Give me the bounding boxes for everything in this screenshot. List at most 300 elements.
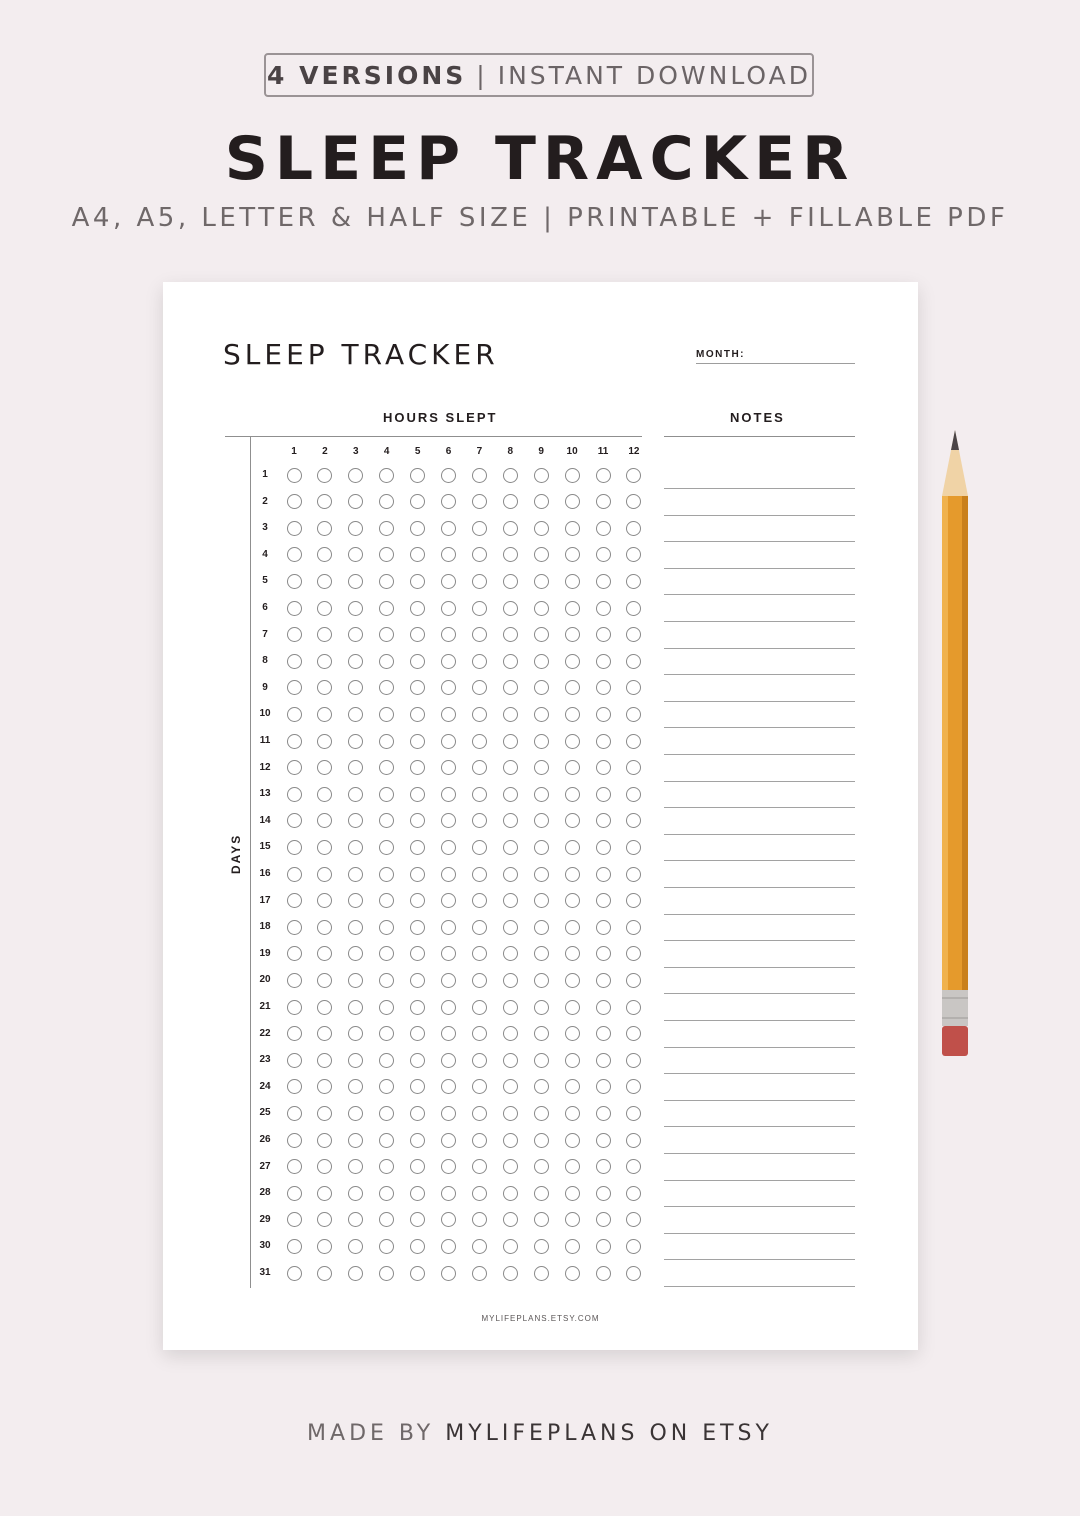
note-line[interactable] [664,568,855,569]
sleep-hour-bubble[interactable] [348,1079,363,1094]
sleep-hour-bubble[interactable] [503,1266,518,1281]
sleep-hour-bubble[interactable] [503,893,518,908]
sleep-hour-bubble[interactable] [317,1159,332,1174]
sleep-hour-bubble[interactable] [441,946,456,961]
sleep-hour-bubble[interactable] [317,1000,332,1015]
sleep-hour-bubble[interactable] [348,893,363,908]
sleep-hour-bubble[interactable] [626,601,641,616]
sleep-hour-bubble[interactable] [626,734,641,749]
note-line[interactable] [664,834,855,835]
sleep-hour-bubble[interactable] [317,547,332,562]
note-line[interactable] [664,967,855,968]
note-line[interactable] [664,781,855,782]
sleep-hour-bubble[interactable] [503,1000,518,1015]
sleep-hour-bubble[interactable] [596,680,611,695]
sleep-hour-bubble[interactable] [410,867,425,882]
sleep-hour-bubble[interactable] [472,1159,487,1174]
sleep-hour-bubble[interactable] [565,1133,580,1148]
sleep-hour-bubble[interactable] [441,1106,456,1121]
sleep-hour-bubble[interactable] [348,494,363,509]
sleep-hour-bubble[interactable] [287,946,302,961]
sleep-hour-bubble[interactable] [565,1000,580,1015]
note-line[interactable] [664,1047,855,1048]
note-line[interactable] [664,754,855,755]
note-line[interactable] [664,1020,855,1021]
sleep-hour-bubble[interactable] [410,601,425,616]
sleep-hour-bubble[interactable] [503,547,518,562]
sleep-hour-bubble[interactable] [534,494,549,509]
sleep-hour-bubble[interactable] [626,1266,641,1281]
note-line[interactable] [664,1286,855,1287]
sleep-hour-bubble[interactable] [317,946,332,961]
sleep-hour-bubble[interactable] [287,627,302,642]
sleep-hour-bubble[interactable] [410,1106,425,1121]
sleep-hour-bubble[interactable] [626,946,641,961]
sleep-hour-bubble[interactable] [472,840,487,855]
sleep-hour-bubble[interactable] [534,707,549,722]
sleep-hour-bubble[interactable] [503,920,518,935]
sleep-hour-bubble[interactable] [287,654,302,669]
sleep-hour-bubble[interactable] [410,680,425,695]
sleep-hour-bubble[interactable] [626,1106,641,1121]
sleep-hour-bubble[interactable] [503,627,518,642]
sleep-hour-bubble[interactable] [565,1239,580,1254]
sleep-hour-bubble[interactable] [596,787,611,802]
sleep-hour-bubble[interactable] [410,574,425,589]
sleep-hour-bubble[interactable] [534,1212,549,1227]
note-line[interactable] [664,860,855,861]
sleep-hour-bubble[interactable] [410,1239,425,1254]
sleep-hour-bubble[interactable] [379,1026,394,1041]
sleep-hour-bubble[interactable] [503,601,518,616]
sleep-hour-bubble[interactable] [472,867,487,882]
sleep-hour-bubble[interactable] [565,1266,580,1281]
sleep-hour-bubble[interactable] [534,601,549,616]
sleep-hour-bubble[interactable] [287,893,302,908]
sleep-hour-bubble[interactable] [472,787,487,802]
note-line[interactable] [664,1180,855,1181]
sleep-hour-bubble[interactable] [596,840,611,855]
sleep-hour-bubble[interactable] [348,946,363,961]
sleep-hour-bubble[interactable] [472,1079,487,1094]
sleep-hour-bubble[interactable] [379,787,394,802]
sleep-hour-bubble[interactable] [287,1106,302,1121]
note-line[interactable] [664,1073,855,1074]
sleep-hour-bubble[interactable] [472,547,487,562]
sleep-hour-bubble[interactable] [565,920,580,935]
sleep-hour-bubble[interactable] [503,946,518,961]
sleep-hour-bubble[interactable] [348,1106,363,1121]
sleep-hour-bubble[interactable] [379,734,394,749]
sleep-hour-bubble[interactable] [626,574,641,589]
sleep-hour-bubble[interactable] [317,1079,332,1094]
note-line[interactable] [664,727,855,728]
note-line[interactable] [664,940,855,941]
sleep-hour-bubble[interactable] [472,494,487,509]
sleep-hour-bubble[interactable] [287,707,302,722]
note-line[interactable] [664,993,855,994]
sleep-hour-bubble[interactable] [379,1266,394,1281]
sleep-hour-bubble[interactable] [503,840,518,855]
sleep-hour-bubble[interactable] [472,707,487,722]
sleep-hour-bubble[interactable] [379,920,394,935]
sleep-hour-bubble[interactable] [287,787,302,802]
sleep-hour-bubble[interactable] [596,601,611,616]
sleep-hour-bubble[interactable] [287,494,302,509]
sleep-hour-bubble[interactable] [503,973,518,988]
sleep-hour-bubble[interactable] [534,973,549,988]
sleep-hour-bubble[interactable] [565,574,580,589]
sleep-hour-bubble[interactable] [287,680,302,695]
sleep-hour-bubble[interactable] [596,760,611,775]
sleep-hour-bubble[interactable] [534,521,549,536]
sleep-hour-bubble[interactable] [596,813,611,828]
sleep-hour-bubble[interactable] [287,1133,302,1148]
sleep-hour-bubble[interactable] [410,627,425,642]
sleep-hour-bubble[interactable] [565,734,580,749]
sleep-hour-bubble[interactable] [379,601,394,616]
sleep-hour-bubble[interactable] [534,680,549,695]
sleep-hour-bubble[interactable] [503,1079,518,1094]
sleep-hour-bubble[interactable] [472,1106,487,1121]
sleep-hour-bubble[interactable] [410,707,425,722]
sleep-hour-bubble[interactable] [626,680,641,695]
sleep-hour-bubble[interactable] [441,840,456,855]
sleep-hour-bubble[interactable] [379,680,394,695]
sleep-hour-bubble[interactable] [626,973,641,988]
sleep-hour-bubble[interactable] [317,574,332,589]
sleep-hour-bubble[interactable] [626,654,641,669]
sleep-hour-bubble[interactable] [317,654,332,669]
sleep-hour-bubble[interactable] [565,627,580,642]
sleep-hour-bubble[interactable] [317,468,332,483]
sleep-hour-bubble[interactable] [379,521,394,536]
sleep-hour-bubble[interactable] [317,920,332,935]
sleep-hour-bubble[interactable] [534,1079,549,1094]
sleep-hour-bubble[interactable] [287,867,302,882]
sleep-hour-bubble[interactable] [379,1053,394,1068]
sleep-hour-bubble[interactable] [441,813,456,828]
sleep-hour-bubble[interactable] [441,707,456,722]
sleep-hour-bubble[interactable] [287,1026,302,1041]
sleep-hour-bubble[interactable] [503,654,518,669]
sleep-hour-bubble[interactable] [565,521,580,536]
sleep-hour-bubble[interactable] [534,547,549,562]
sleep-hour-bubble[interactable] [287,840,302,855]
sleep-hour-bubble[interactable] [410,521,425,536]
sleep-hour-bubble[interactable] [379,1186,394,1201]
sleep-hour-bubble[interactable] [441,1133,456,1148]
sleep-hour-bubble[interactable] [410,1266,425,1281]
sleep-hour-bubble[interactable] [287,521,302,536]
sleep-hour-bubble[interactable] [410,547,425,562]
sleep-hour-bubble[interactable] [596,1079,611,1094]
sleep-hour-bubble[interactable] [565,787,580,802]
note-line[interactable] [664,1233,855,1234]
sleep-hour-bubble[interactable] [565,1079,580,1094]
sleep-hour-bubble[interactable] [287,1266,302,1281]
sleep-hour-bubble[interactable] [348,521,363,536]
sleep-hour-bubble[interactable] [534,1159,549,1174]
sleep-hour-bubble[interactable] [379,547,394,562]
sleep-hour-bubble[interactable] [317,1106,332,1121]
sleep-hour-bubble[interactable] [317,601,332,616]
sleep-hour-bubble[interactable] [596,547,611,562]
sleep-hour-bubble[interactable] [626,468,641,483]
sleep-hour-bubble[interactable] [596,1053,611,1068]
sleep-hour-bubble[interactable] [596,707,611,722]
sleep-hour-bubble[interactable] [596,1186,611,1201]
sleep-hour-bubble[interactable] [503,468,518,483]
sleep-hour-bubble[interactable] [472,1133,487,1148]
sleep-hour-bubble[interactable] [441,1079,456,1094]
sleep-hour-bubble[interactable] [441,494,456,509]
sleep-hour-bubble[interactable] [441,1186,456,1201]
sleep-hour-bubble[interactable] [348,468,363,483]
sleep-hour-bubble[interactable] [410,1000,425,1015]
sleep-hour-bubble[interactable] [317,707,332,722]
sleep-hour-bubble[interactable] [348,680,363,695]
sleep-hour-bubble[interactable] [596,1026,611,1041]
sleep-hour-bubble[interactable] [348,1026,363,1041]
sleep-hour-bubble[interactable] [410,1159,425,1174]
sleep-hour-bubble[interactable] [565,946,580,961]
sleep-hour-bubble[interactable] [626,1026,641,1041]
sleep-hour-bubble[interactable] [596,1106,611,1121]
sleep-hour-bubble[interactable] [596,1266,611,1281]
sleep-hour-bubble[interactable] [441,468,456,483]
sleep-hour-bubble[interactable] [534,1266,549,1281]
sleep-hour-bubble[interactable] [503,1026,518,1041]
sleep-hour-bubble[interactable] [317,787,332,802]
sleep-hour-bubble[interactable] [472,627,487,642]
sleep-hour-bubble[interactable] [348,547,363,562]
sleep-hour-bubble[interactable] [441,1000,456,1015]
sleep-hour-bubble[interactable] [441,1239,456,1254]
sleep-hour-bubble[interactable] [379,1079,394,1094]
sleep-hour-bubble[interactable] [565,1026,580,1041]
note-line[interactable] [664,488,855,489]
sleep-hour-bubble[interactable] [410,1186,425,1201]
sleep-hour-bubble[interactable] [348,1133,363,1148]
note-line[interactable] [664,515,855,516]
sleep-hour-bubble[interactable] [441,521,456,536]
sleep-hour-bubble[interactable] [348,707,363,722]
sleep-hour-bubble[interactable] [317,867,332,882]
sleep-hour-bubble[interactable] [410,973,425,988]
sleep-hour-bubble[interactable] [596,973,611,988]
sleep-hour-bubble[interactable] [596,946,611,961]
sleep-hour-bubble[interactable] [626,1000,641,1015]
note-line[interactable] [664,541,855,542]
note-line[interactable] [664,914,855,915]
sleep-hour-bubble[interactable] [534,1053,549,1068]
sleep-hour-bubble[interactable] [348,734,363,749]
note-line[interactable] [664,1126,855,1127]
sleep-hour-bubble[interactable] [503,494,518,509]
sleep-hour-bubble[interactable] [441,680,456,695]
sleep-hour-bubble[interactable] [317,1026,332,1041]
note-line[interactable] [664,648,855,649]
sleep-hour-bubble[interactable] [472,574,487,589]
sleep-hour-bubble[interactable] [565,1159,580,1174]
sleep-hour-bubble[interactable] [287,760,302,775]
sleep-hour-bubble[interactable] [503,787,518,802]
sleep-hour-bubble[interactable] [503,1133,518,1148]
sleep-hour-bubble[interactable] [348,813,363,828]
sleep-hour-bubble[interactable] [348,973,363,988]
sleep-hour-bubble[interactable] [626,494,641,509]
sleep-hour-bubble[interactable] [565,760,580,775]
sleep-hour-bubble[interactable] [596,920,611,935]
sleep-hour-bubble[interactable] [379,813,394,828]
sleep-hour-bubble[interactable] [503,1239,518,1254]
sleep-hour-bubble[interactable] [317,813,332,828]
sleep-hour-bubble[interactable] [287,601,302,616]
sleep-hour-bubble[interactable] [472,654,487,669]
sleep-hour-bubble[interactable] [410,840,425,855]
sleep-hour-bubble[interactable] [626,813,641,828]
sleep-hour-bubble[interactable] [379,1212,394,1227]
sleep-hour-bubble[interactable] [534,946,549,961]
sleep-hour-bubble[interactable] [317,1186,332,1201]
sleep-hour-bubble[interactable] [565,547,580,562]
sleep-hour-bubble[interactable] [348,920,363,935]
sleep-hour-bubble[interactable] [503,574,518,589]
sleep-hour-bubble[interactable] [410,494,425,509]
sleep-hour-bubble[interactable] [317,1266,332,1281]
sleep-hour-bubble[interactable] [287,920,302,935]
sleep-hour-bubble[interactable] [596,867,611,882]
month-field-line[interactable] [696,363,855,364]
sleep-hour-bubble[interactable] [287,1053,302,1068]
sleep-hour-bubble[interactable] [317,494,332,509]
sleep-hour-bubble[interactable] [441,1159,456,1174]
sleep-hour-bubble[interactable] [472,680,487,695]
sleep-hour-bubble[interactable] [626,1133,641,1148]
sleep-hour-bubble[interactable] [626,787,641,802]
sleep-hour-bubble[interactable] [379,1000,394,1015]
sleep-hour-bubble[interactable] [596,574,611,589]
sleep-hour-bubble[interactable] [565,893,580,908]
sleep-hour-bubble[interactable] [565,1053,580,1068]
sleep-hour-bubble[interactable] [317,760,332,775]
sleep-hour-bubble[interactable] [534,840,549,855]
sleep-hour-bubble[interactable] [410,760,425,775]
sleep-hour-bubble[interactable] [503,760,518,775]
sleep-hour-bubble[interactable] [441,654,456,669]
sleep-hour-bubble[interactable] [410,893,425,908]
sleep-hour-bubble[interactable] [379,1133,394,1148]
sleep-hour-bubble[interactable] [534,574,549,589]
sleep-hour-bubble[interactable] [410,654,425,669]
sleep-hour-bubble[interactable] [472,813,487,828]
sleep-hour-bubble[interactable] [565,468,580,483]
sleep-hour-bubble[interactable] [287,1159,302,1174]
sleep-hour-bubble[interactable] [472,468,487,483]
sleep-hour-bubble[interactable] [472,1186,487,1201]
sleep-hour-bubble[interactable] [287,1186,302,1201]
sleep-hour-bubble[interactable] [472,734,487,749]
note-line[interactable] [664,594,855,595]
sleep-hour-bubble[interactable] [410,1212,425,1227]
sleep-hour-bubble[interactable] [348,867,363,882]
sleep-hour-bubble[interactable] [441,1212,456,1227]
sleep-hour-bubble[interactable] [565,813,580,828]
sleep-hour-bubble[interactable] [472,1212,487,1227]
sleep-hour-bubble[interactable] [534,468,549,483]
note-line[interactable] [664,621,855,622]
sleep-hour-bubble[interactable] [379,654,394,669]
sleep-hour-bubble[interactable] [596,654,611,669]
sleep-hour-bubble[interactable] [534,787,549,802]
note-line[interactable] [664,1153,855,1154]
sleep-hour-bubble[interactable] [348,1212,363,1227]
sleep-hour-bubble[interactable] [410,946,425,961]
note-line[interactable] [664,887,855,888]
sleep-hour-bubble[interactable] [379,574,394,589]
sleep-hour-bubble[interactable] [534,867,549,882]
sleep-hour-bubble[interactable] [441,1266,456,1281]
sleep-hour-bubble[interactable] [596,1000,611,1015]
sleep-hour-bubble[interactable] [565,1212,580,1227]
sleep-hour-bubble[interactable] [317,1239,332,1254]
note-line[interactable] [664,1206,855,1207]
sleep-hour-bubble[interactable] [626,707,641,722]
sleep-hour-bubble[interactable] [626,627,641,642]
sleep-hour-bubble[interactable] [317,893,332,908]
sleep-hour-bubble[interactable] [379,468,394,483]
sleep-hour-bubble[interactable] [348,1266,363,1281]
sleep-hour-bubble[interactable] [410,1026,425,1041]
sleep-hour-bubble[interactable] [287,973,302,988]
sleep-hour-bubble[interactable] [441,1026,456,1041]
sleep-hour-bubble[interactable] [410,1079,425,1094]
sleep-hour-bubble[interactable] [472,521,487,536]
sleep-hour-bubble[interactable] [534,1000,549,1015]
sleep-hour-bubble[interactable] [379,707,394,722]
sleep-hour-bubble[interactable] [472,1239,487,1254]
sleep-hour-bubble[interactable] [596,494,611,509]
sleep-hour-bubble[interactable] [565,973,580,988]
sleep-hour-bubble[interactable] [534,654,549,669]
sleep-hour-bubble[interactable] [534,1239,549,1254]
sleep-hour-bubble[interactable] [503,734,518,749]
sleep-hour-bubble[interactable] [534,813,549,828]
sleep-hour-bubble[interactable] [441,893,456,908]
note-line[interactable] [664,701,855,702]
sleep-hour-bubble[interactable] [410,734,425,749]
sleep-hour-bubble[interactable] [287,547,302,562]
sleep-hour-bubble[interactable] [596,734,611,749]
sleep-hour-bubble[interactable] [379,1106,394,1121]
sleep-hour-bubble[interactable] [441,547,456,562]
sleep-hour-bubble[interactable] [503,1186,518,1201]
sleep-hour-bubble[interactable] [472,1053,487,1068]
sleep-hour-bubble[interactable] [441,787,456,802]
sleep-hour-bubble[interactable] [348,654,363,669]
sleep-hour-bubble[interactable] [287,1079,302,1094]
sleep-hour-bubble[interactable] [348,1159,363,1174]
sleep-hour-bubble[interactable] [534,1026,549,1041]
sleep-hour-bubble[interactable] [565,601,580,616]
sleep-hour-bubble[interactable] [626,840,641,855]
sleep-hour-bubble[interactable] [503,1159,518,1174]
sleep-hour-bubble[interactable] [441,734,456,749]
sleep-hour-bubble[interactable] [596,893,611,908]
sleep-hour-bubble[interactable] [596,468,611,483]
sleep-hour-bubble[interactable] [410,468,425,483]
